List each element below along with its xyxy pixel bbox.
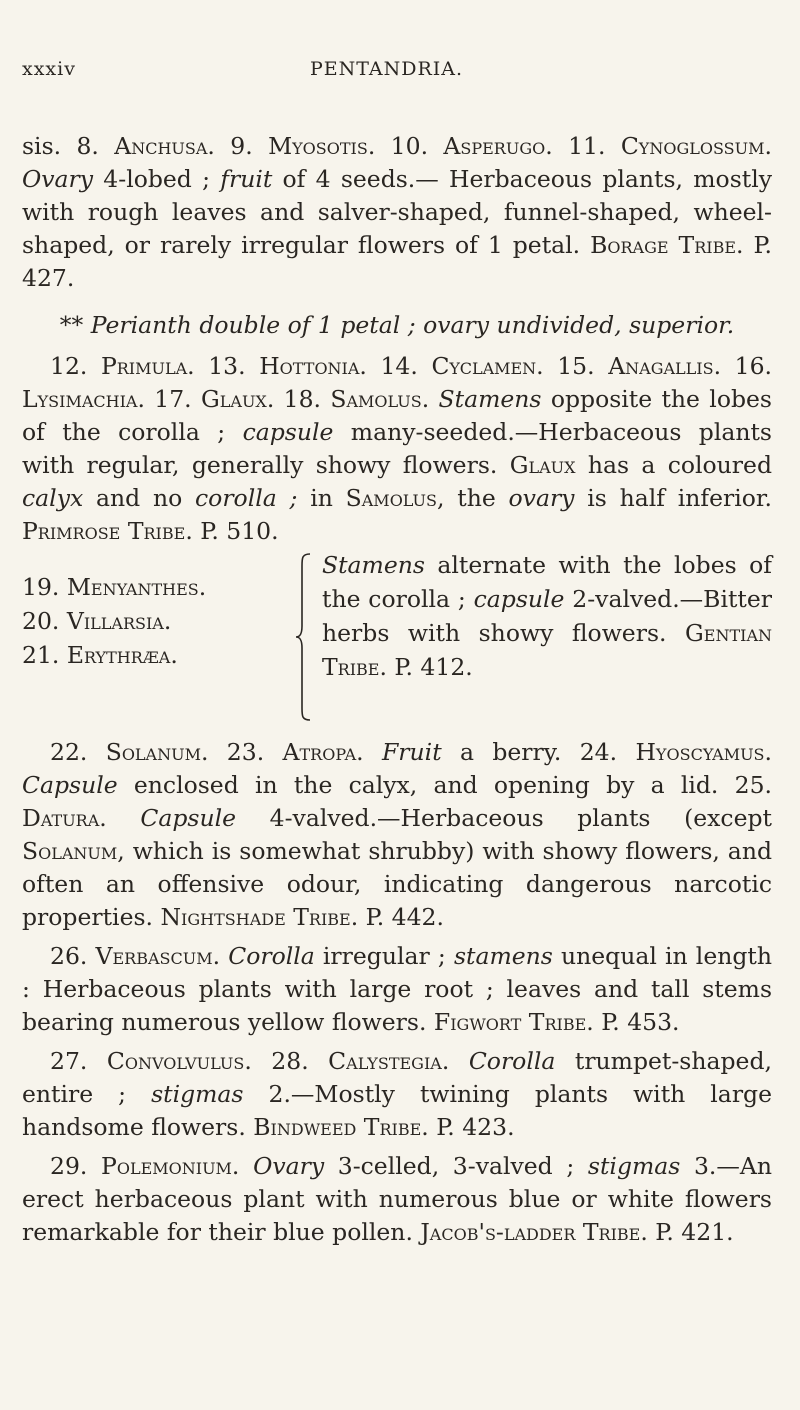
genus-item: 19. Menyanthes. [22,573,207,601]
paragraph-primrose: 12. Primula. 13. Hottonia. 14. Cyclamen. 15. Anagallis. 16. Lysimachia. 17. Glaux. 18. Samolus. Stamens opposite the lobes of the corolla ; capsule many-seeded.—Herbaceous plants with regular, generally showy flowers. Glaux has a coloured calyx and no corolla ; in Samolus, the ovary is half inferior. Primrose Tribe. P. 510. [22,352,773,545]
curly-brace [294,552,314,722]
section-heading: ** Perianth double of 1 petal ; ovary undivided, superior. [59,311,735,339]
paragraph-bindweed: 27. Convolvulus. 28. Calystegia. Corolla trumpet-shaped, entire ; stigmas 2.—Mostly twining plants with large handsome flowers. Bindweed Tribe. P. 423. [22,1047,772,1141]
tribe-name: Primrose Tribe. [22,517,193,545]
tribe-name: Nightshade Tribe. [160,903,359,931]
page-body [22,130,772,1249]
genus-list [22,570,262,672]
genus-item: 20. Villarsia. [22,607,172,635]
genus-item: 21. Erythræa. [22,641,178,669]
tribe-name: Borage Tribe. [590,231,744,259]
page-number: xxxiv [22,58,76,80]
paragraph-figwort: 26. Verbascum. Corolla irregular ; stamens unequal in length : Herbaceous plants with large root ; leaves and tall stems bearing numerous yellow flowers. Figwort Tribe. P. 453. [22,942,772,1036]
tribe-name: Gentian Tribe. [322,619,772,681]
tribe-name: Figwort Tribe. [433,1008,594,1036]
tribe-name: Jacob's-ladder Tribe. [420,1218,648,1246]
paragraph-borage: sis. 8. Anchusa. 9. Myosotis. 10. Asperugo. 11. Cynoglossum. Ovary 4-lobed ; fruit of 4 seeds.— Herbaceous plants, mostly with rough leaves and salver-shaped, funnel-shaped, wheel-shaped, or rarely irregular flowers of 1 petal. Borage Tribe. P. 427. [22,132,772,292]
gentian-group [22,548,772,736]
running-title: PENTANDRIA. [310,58,464,80]
paragraph-jacobs-ladder: 29. Polemonium. Ovary 3-celled, 3-valved ; stigmas 3.—An erect herbaceous plant with numerous blue or white flowers remarkable for their blue pollen. Jacob's-ladder Tribe. P. 421. [22,1152,773,1246]
paragraph-nightshade: 22. Solanum. 23. Atropa. Fruit a berry. 24. Hyoscyamus. Capsule enclosed in the calyx, and opening by a lid. 25. Datura. Capsule 4-valved.—Herbaceous plants (except Solanum, which is somewhat shrubby) with showy flowers, and often an offensive odour, indicating dangerous narcotic properties. Nightshade Tribe. P. 442. [22,738,772,931]
tribe-name: Bindweed Tribe. [253,1113,429,1141]
gentian-description: Stamens alternate with the lobes of the corolla ; capsule 2-valved.—Bitter herbs with showy flowers. Gentian Tribe. P. 412. [322,551,772,681]
